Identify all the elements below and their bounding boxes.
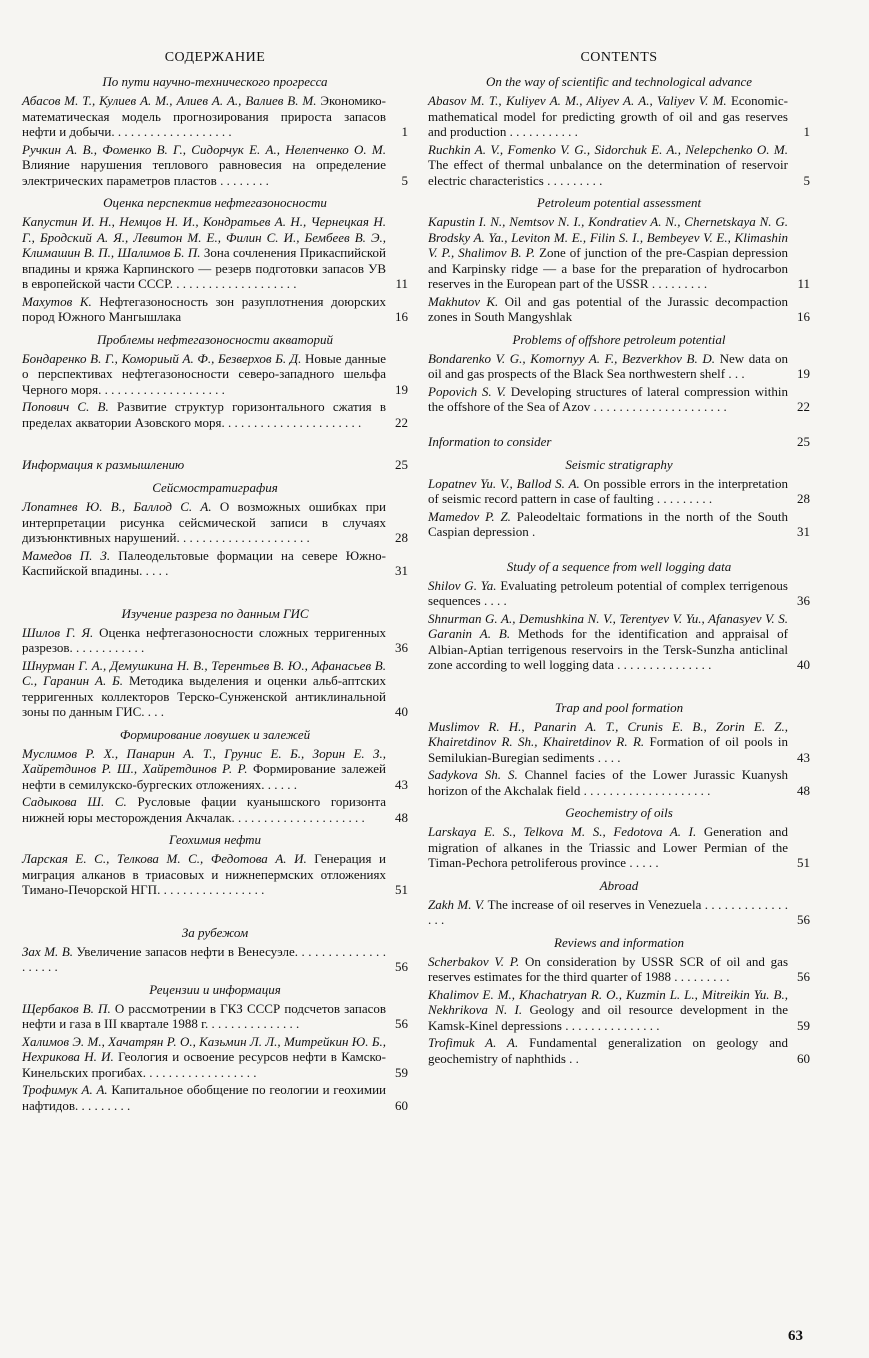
toc-entry-text xyxy=(22,214,386,292)
toc-entry-text xyxy=(22,1082,386,1113)
toc-entry-text xyxy=(428,1035,788,1066)
toc-entry-title: Zone of junction of the pre-Caspian depression and Karpinsky ridge — a base for the preparation of hydrocarbon reserves in the European part of the USSR . . . . . . . . . xyxy=(428,245,789,291)
toc-entry xyxy=(428,987,810,1034)
toc-entry-authors: Zakh M. V. xyxy=(428,896,485,912)
page-ref: 40 xyxy=(797,657,810,672)
page-number: 63 xyxy=(788,1328,803,1344)
toc-entry-text xyxy=(22,142,386,189)
section-heading-text: Information to consider xyxy=(428,433,552,449)
toc-entry-text xyxy=(428,824,788,871)
toc-entry-title: Нефтегазоносность зон разуплотнения доюрских пород Южного Мангышлака xyxy=(22,293,387,324)
toc-entry-authors: Лопатнев Ю. В., Баллод С. А. xyxy=(22,499,212,514)
toc-entry-title: Геология и освоение ресурсов нефти в Камско-Кинельских прогибах. . . . . . . . . . . . . . . . . . xyxy=(22,1049,386,1080)
toc-entry-title: Влияние нарушения теплового равновесия на определение электрических параметров пластов . . . . . . . . xyxy=(22,157,386,188)
toc-entry xyxy=(428,897,810,928)
toc-entry xyxy=(22,499,408,546)
toc-entry xyxy=(22,399,408,430)
toc-entry-authors: Shnurman G. A., Demushkina N. V., Terentyev V. Yu., Afanasyev V. S. Garanin A. B. xyxy=(428,610,788,641)
toc-entry-authors: Мамедов П. З. xyxy=(22,547,111,563)
russian-contents-list xyxy=(22,74,408,1113)
toc-entry-text xyxy=(22,1034,386,1081)
toc-entry-authors: Mamedov P. Z. xyxy=(428,508,511,524)
toc-entry-authors: Ручкин А. В., Фоменко В. Г., Сидорчук Е. А., Нелепченко О. М. xyxy=(22,141,386,157)
toc-entry-text xyxy=(428,987,788,1034)
toc-entry-authors: Larskaya E. S., Telkova M. S., Fedotova A. I. xyxy=(428,824,697,839)
toc-entry-title: New data on oil and gas prospects of the Black Sea northwestern shelf . . . xyxy=(428,350,788,381)
section-heading: За рубежом xyxy=(181,924,249,940)
toc-entry-title: Новые данные о перспективах нефтегазоносности северо-западного шельфа Черного моря. . . . . . . . . . . . . . . . . . . . xyxy=(22,350,386,397)
toc-entry-text xyxy=(22,944,386,975)
spacer xyxy=(22,432,408,450)
toc-entry-text xyxy=(428,578,788,609)
page-ref: 31 xyxy=(395,563,408,578)
toc-entry-authors: Шилов Г. Я. xyxy=(22,624,94,640)
toc-entry-title: Economic-mathematical model for predicting growth of oil and gas reserves and production . . . . . . . . . . . xyxy=(428,93,788,139)
toc-entry xyxy=(428,578,810,609)
toc-entry-authors: Khalimov E. M., Khachatryan R. O., Kuzmin L. L., Mitreikin Yu. B., Nekhrikova N. I. xyxy=(428,986,788,1017)
toc-entry xyxy=(22,1082,408,1113)
toc-entry xyxy=(428,476,810,507)
toc-entry-authors: Lopatnev Yu. V., Ballod S. A. xyxy=(428,475,580,491)
toc-entry xyxy=(22,1001,408,1032)
section-heading-text: Информация к размышлению xyxy=(22,457,185,472)
toc-entry-title: Экономико-математическая модель прогнозирования прироста запасов нефти и добычи. . . . . . . . . . . . . . . . . . . xyxy=(22,93,387,139)
toc-entry-title: Channel facies of the Lower Jurassic Kuanysh horizon of the Akchalak field . . . . . . . . . . . . . . . . . . . . xyxy=(428,767,789,798)
toc-entry-text xyxy=(22,794,386,825)
toc-entry xyxy=(428,214,810,292)
page-ref: 48 xyxy=(797,782,810,798)
page-ref: 56 xyxy=(395,959,408,974)
toc-entry-title: Methods for the identification and appraisal of Albian-Aptian terrigenous reservoirs in the Tersk-Sunzha anticlinal zone according to well logging data . . . . . . . . . . . . . . . xyxy=(428,626,788,672)
page-ref: 11 xyxy=(395,276,408,291)
section-heading: Trap and pool formation xyxy=(554,699,684,715)
spacer xyxy=(428,542,810,552)
toc-entry xyxy=(428,954,810,985)
section-heading: Petroleum potential assessment xyxy=(536,195,702,210)
page-ref: 5 xyxy=(401,172,408,188)
toc-entry-authors: Попович С. В. xyxy=(22,399,109,414)
toc-entry-title: Generation and migration of alkanes in the Triassic and Lower Permian of the Timan-Pechora petroliferous province . . . . . xyxy=(428,824,789,870)
toc-entry-text xyxy=(428,351,788,382)
toc-entry xyxy=(22,214,408,292)
toc-entry xyxy=(22,944,408,975)
toc-entry-title: Developing structures of lateral compression within the offshore of the Sea of Azov . . . . . . . . . . . . . . . . . . . . . xyxy=(428,383,789,414)
page-ref: 19 xyxy=(797,366,810,381)
toc-entry-title: Развитие структур горизонтального сжатия в пределах акватории Азовского моря. . . . . . . . . . . . . . . . . . . . . . xyxy=(22,399,386,430)
toc-entry xyxy=(22,794,408,825)
page-ref: 16 xyxy=(797,309,810,324)
page-ref: 51 xyxy=(395,882,408,897)
page-ref: 56 xyxy=(797,912,810,927)
toc-entry-authors: Bondarenko V. G., Komornyy A. F., Bezverkhov B. D. xyxy=(428,350,715,366)
toc-entry-text xyxy=(428,954,788,985)
toc-entry-authors: Щербаков В. П. xyxy=(22,1000,111,1016)
toc-entry-text xyxy=(428,719,788,766)
section-heading-with-page xyxy=(428,434,810,450)
toc-entry xyxy=(22,851,408,898)
section-heading: Геохимия нефти xyxy=(168,832,262,847)
page-ref: 40 xyxy=(395,704,408,719)
toc-entry-authors: Ларская Е. С., Телкова М. С., Федотова А. И. xyxy=(22,851,307,866)
toc-entry-authors: Shilov G. Ya. xyxy=(428,577,497,593)
toc-entry xyxy=(22,142,408,189)
toc-entry xyxy=(428,294,810,325)
page-ref: 28 xyxy=(797,491,810,506)
toc-entry-authors: Makhutov K. xyxy=(428,293,499,309)
russian-contents-heading: СОДЕРЖАНИЕ xyxy=(164,50,266,65)
toc-entry-text xyxy=(428,294,788,325)
page-ref: 60 xyxy=(395,1097,408,1113)
toc-entry-text xyxy=(428,384,788,415)
toc-entry-title: Fundamental generalization on geology and geochemistry of naphthids . . xyxy=(428,1035,788,1066)
toc-entry-text xyxy=(22,625,386,656)
section-heading: Рецензии и информация xyxy=(149,981,281,997)
toc-entry-title: Зона сочленения Прикаспийской впадины и кряжа Карпинского — резерв подготовки запасов УВ в европейской части СССР. . . . . . . . . . . . . . . . . . . . xyxy=(22,245,386,291)
toc-entry-authors: Трофимук А. А. xyxy=(22,1082,108,1097)
english-contents-heading: CONTENTS xyxy=(580,50,658,65)
section-heading: Seismic stratigraphy xyxy=(565,456,673,472)
section-heading: Abroad xyxy=(599,877,639,893)
toc-entry-title: Geology and oil resource development in the Kamsk-Kinel depressions . . . . . . . . . . . . . . . xyxy=(428,1002,789,1033)
toc-entry xyxy=(428,509,810,540)
toc-entry-text xyxy=(428,142,788,189)
page-ref: 59 xyxy=(797,1017,810,1033)
page-ref: 25 xyxy=(797,433,810,449)
toc-entry-title: Увеличение запасов нефти в Венесуэле. . . . . . . . . . . . . . . . . . . . xyxy=(22,943,387,974)
toc-entry-text xyxy=(22,851,386,898)
toc-entry xyxy=(22,351,408,398)
toc-entry-text xyxy=(22,351,386,398)
page-ref: 51 xyxy=(797,855,810,870)
section-heading: Оценка перспектив нефтегазоносности xyxy=(103,195,327,210)
toc-entry-title: Капитальное обобщение по геологии и геохимии нафтидов. . . . . . . . . xyxy=(22,1082,387,1113)
toc-entry-text xyxy=(22,746,386,793)
toc-entry xyxy=(428,93,810,140)
toc-entry-authors: Муслимов Р. Х., Панарин А. Т., Грунис Е. Б., Зорин Е. З., Хайретдинов Р. Ш., Хайретдинов Р. Р. xyxy=(22,745,386,776)
toc-entry-title: Русловые фации куанышского горизонта нижней юры месторождения Акчалак. . . . . . . . . . . . . . . . . . . . . xyxy=(22,794,387,825)
toc-entry xyxy=(22,658,408,720)
toc-entry-title: Oil and gas potential of the Jurassic decompaction zones in South Mangyshlak xyxy=(428,293,789,324)
toc-entry-authors: Махутов К. xyxy=(22,293,92,309)
page-ref: 28 xyxy=(395,530,408,545)
toc-entry-text xyxy=(22,1001,386,1032)
toc-entry-title: Генерация и миграция алканов в триасовых и нижнепермских отложениях Тимано-Печорской НГП. . . . . . . . . . . . . . . . . xyxy=(22,851,386,897)
section-heading: Study of a sequence from well logging data xyxy=(506,558,732,574)
toc-entry-title: Formation of oil pools in Semilukian-Buregian sediments . . . . xyxy=(428,734,788,765)
toc-entry xyxy=(428,384,810,415)
page-ref: 48 xyxy=(395,809,408,825)
english-contents-column xyxy=(428,50,810,1068)
page-ref: 59 xyxy=(395,1064,408,1080)
toc-entry xyxy=(428,142,810,189)
page-ref: 16 xyxy=(395,309,408,324)
toc-entry xyxy=(22,1034,408,1081)
toc-entry-text xyxy=(428,509,788,540)
section-heading: Geochemistry of oils xyxy=(565,805,673,820)
toc-entry xyxy=(22,294,408,325)
page-ref: 11 xyxy=(797,276,810,291)
page-ref: 25 xyxy=(395,457,408,472)
toc-entry xyxy=(22,93,408,140)
toc-entry xyxy=(22,548,408,579)
page-ref: 31 xyxy=(797,524,810,539)
section-heading: Reviews and information xyxy=(554,934,684,950)
page-ref: 56 xyxy=(395,1016,408,1031)
toc-entry xyxy=(22,625,408,656)
toc-entry-authors: Халимов Э. М., Хачатрян Р. О., Казьмин Л. Л., Митрейкин Ю. Б., Нехрикова Н. И. xyxy=(22,1033,386,1064)
section-heading: Сейсмостратиграфия xyxy=(152,480,278,495)
page-ref: 36 xyxy=(395,640,408,655)
page-ref: 19 xyxy=(395,381,408,397)
toc-entry-title: Формирование залежей нефти в семилукско-бургеских отложениях. . . . . . xyxy=(22,761,387,792)
toc-entry-authors: Садыкова Ш. С. xyxy=(22,794,127,809)
page-ref: 5 xyxy=(803,172,810,188)
toc-entry-title: The effect of thermal unbalance on the determination of reservoir electric characteristics . . . . . . . . . xyxy=(428,157,788,188)
section-heading: Проблемы нефтегазоносности акваторий xyxy=(97,331,333,347)
toc-entry-title: On consideration by USSR SCR of oil and gas reserves estimates for the third quarter of 1988 . . . . . . . . . xyxy=(428,953,789,984)
toc-entry-authors: Trofimuk A. A. xyxy=(428,1035,519,1050)
toc-entry-text xyxy=(22,658,386,720)
russian-contents-column xyxy=(22,50,408,1115)
english-contents-list xyxy=(428,74,810,1066)
toc-entry-title: Палеодельтовые формации на севере Южно-Каспийской впадины. . . . . xyxy=(22,547,387,578)
toc-entry xyxy=(428,719,810,766)
toc-entry-authors: Шнурман Г. А., Демушкина Н. В., Терентьев В. Ю., Афанасьев В. С., Гаранин А. Б. xyxy=(22,657,386,688)
page-ref: 60 xyxy=(797,1050,810,1066)
toc-entry xyxy=(428,824,810,871)
page-ref: 43 xyxy=(395,776,408,792)
page-ref: 43 xyxy=(797,749,810,765)
section-heading: По пути научно-технического прогресса xyxy=(102,74,328,89)
page-ref: 1 xyxy=(401,124,408,139)
toc-entry-authors: Kapustin I. N., Nemtsov N. I., Kondratiev A. N., Chernetskaya N. G. Brodsky A. Ya., Leviton M. E., Filin S. I., Bembeyev V. E., Klimashin V. P., Shalimov B. P. xyxy=(428,214,788,260)
spacer xyxy=(22,581,408,599)
toc-entry-authors: Капустин И. Н., Немцов Н. И., Кондратьев А. Н., Чернецкая Н. Г., Бродский А. Я., Левитон М. Е., Филин С. И., Бембеев В. Э., Климашин В. П., Шалимов Б. П. xyxy=(22,214,386,260)
section-heading: Problems of offshore petroleum potential xyxy=(512,331,726,347)
section-heading: Формирование ловушек и залежей xyxy=(119,726,311,742)
toc-entry xyxy=(428,1035,810,1066)
toc-entry-title: Методика выделения и оценки альб-аптских терригенных коллекторов Терско-Сунженской антиклинальной зоны по данным ГИС. . . . xyxy=(22,673,386,719)
toc-entry-title: О рассмотрении в ГКЗ СССР подсчетов запасов нефти и газа в III квартале 1988 г. . . . . . . . . . . . . . . xyxy=(22,1000,386,1031)
toc-entry-authors: Popovich S. V. xyxy=(428,383,506,399)
page-ref: 22 xyxy=(395,414,408,430)
toc-entry-text xyxy=(22,93,386,140)
section-heading: On the way of scientific and technological advance xyxy=(485,74,753,89)
toc-entry-title: Paleodeltaic formations in the north of the South Caspian depression . xyxy=(428,508,788,539)
toc-entry-authors: Scherbakov V. P. xyxy=(428,953,520,969)
toc-entry-authors: Зах М. В. xyxy=(22,943,74,959)
toc-entry-authors: Muslimov R. H., Panarin A. T., Crunis E. B., Zorin E. Z., Khairetdinov R. Sh., Khairetdinov R. R. xyxy=(428,718,788,749)
toc-entry-text xyxy=(428,476,788,507)
toc-entry-title: Оценка нефтегазоносности сложных терригенных разрезов. . . . . . . . . . . . xyxy=(22,624,387,655)
toc-entry xyxy=(428,351,810,382)
spacer xyxy=(22,900,408,918)
toc-entry-authors: Sadykova Sh. S. xyxy=(428,767,518,782)
toc-entry-authors: Бондаренко В. Г., Комориый А. Ф., Безверхов Б. Д. xyxy=(22,350,302,366)
toc-entry-text xyxy=(22,399,386,430)
toc-entry-text xyxy=(22,499,386,546)
toc-entry xyxy=(428,611,810,673)
toc-entry-text xyxy=(428,897,788,928)
toc-entry xyxy=(428,767,810,798)
toc-entry-text xyxy=(22,294,386,325)
page-ref: 22 xyxy=(797,399,810,414)
toc-entry-authors: Abasov M. T., Kuliyev A. M., Aliyev A. A., Valiyev V. M. xyxy=(428,93,727,108)
page-ref: 1 xyxy=(803,124,810,139)
spacer xyxy=(428,675,810,693)
toc-entry-title: The increase of oil reserves in Venezuela . . . . . . . . . . . . . . . . xyxy=(428,896,788,927)
page-ref: 36 xyxy=(797,593,810,608)
section-heading-with-page xyxy=(22,457,408,473)
toc-entry-title: On possible errors in the interpretation of seismic record pattern in case of faulting . . . . . . . . . xyxy=(428,475,788,506)
toc-entry-text xyxy=(428,93,788,140)
spacer xyxy=(428,417,810,427)
toc-entry-authors: Ruchkin A. V., Fomenko V. G., Sidorchuk E. A., Nelepchenko O. M. xyxy=(428,141,788,157)
toc-entry xyxy=(22,746,408,793)
toc-entry-title: Evaluating petroleum potential of complex terrigenous sequences . . . . xyxy=(428,577,788,608)
toc-entry-text xyxy=(22,548,386,579)
toc-entry-text xyxy=(428,214,788,292)
section-heading: Изучение разреза по данным ГИС xyxy=(121,605,309,621)
toc-entry-text xyxy=(428,611,788,673)
toc-entry-authors: Абасов М. Т., Кулиев А. М., Алиев А. А., Валиев В. М. xyxy=(22,93,317,108)
page-ref: 56 xyxy=(797,969,810,984)
toc-entry-text xyxy=(428,767,788,798)
toc-entry-title: О возможных ошибках при интерпретации рисунка сейсмической записи в случаях дизъюнктивных нарушений. . . . . . . . . . . . . . . . . . . . . xyxy=(22,499,387,545)
